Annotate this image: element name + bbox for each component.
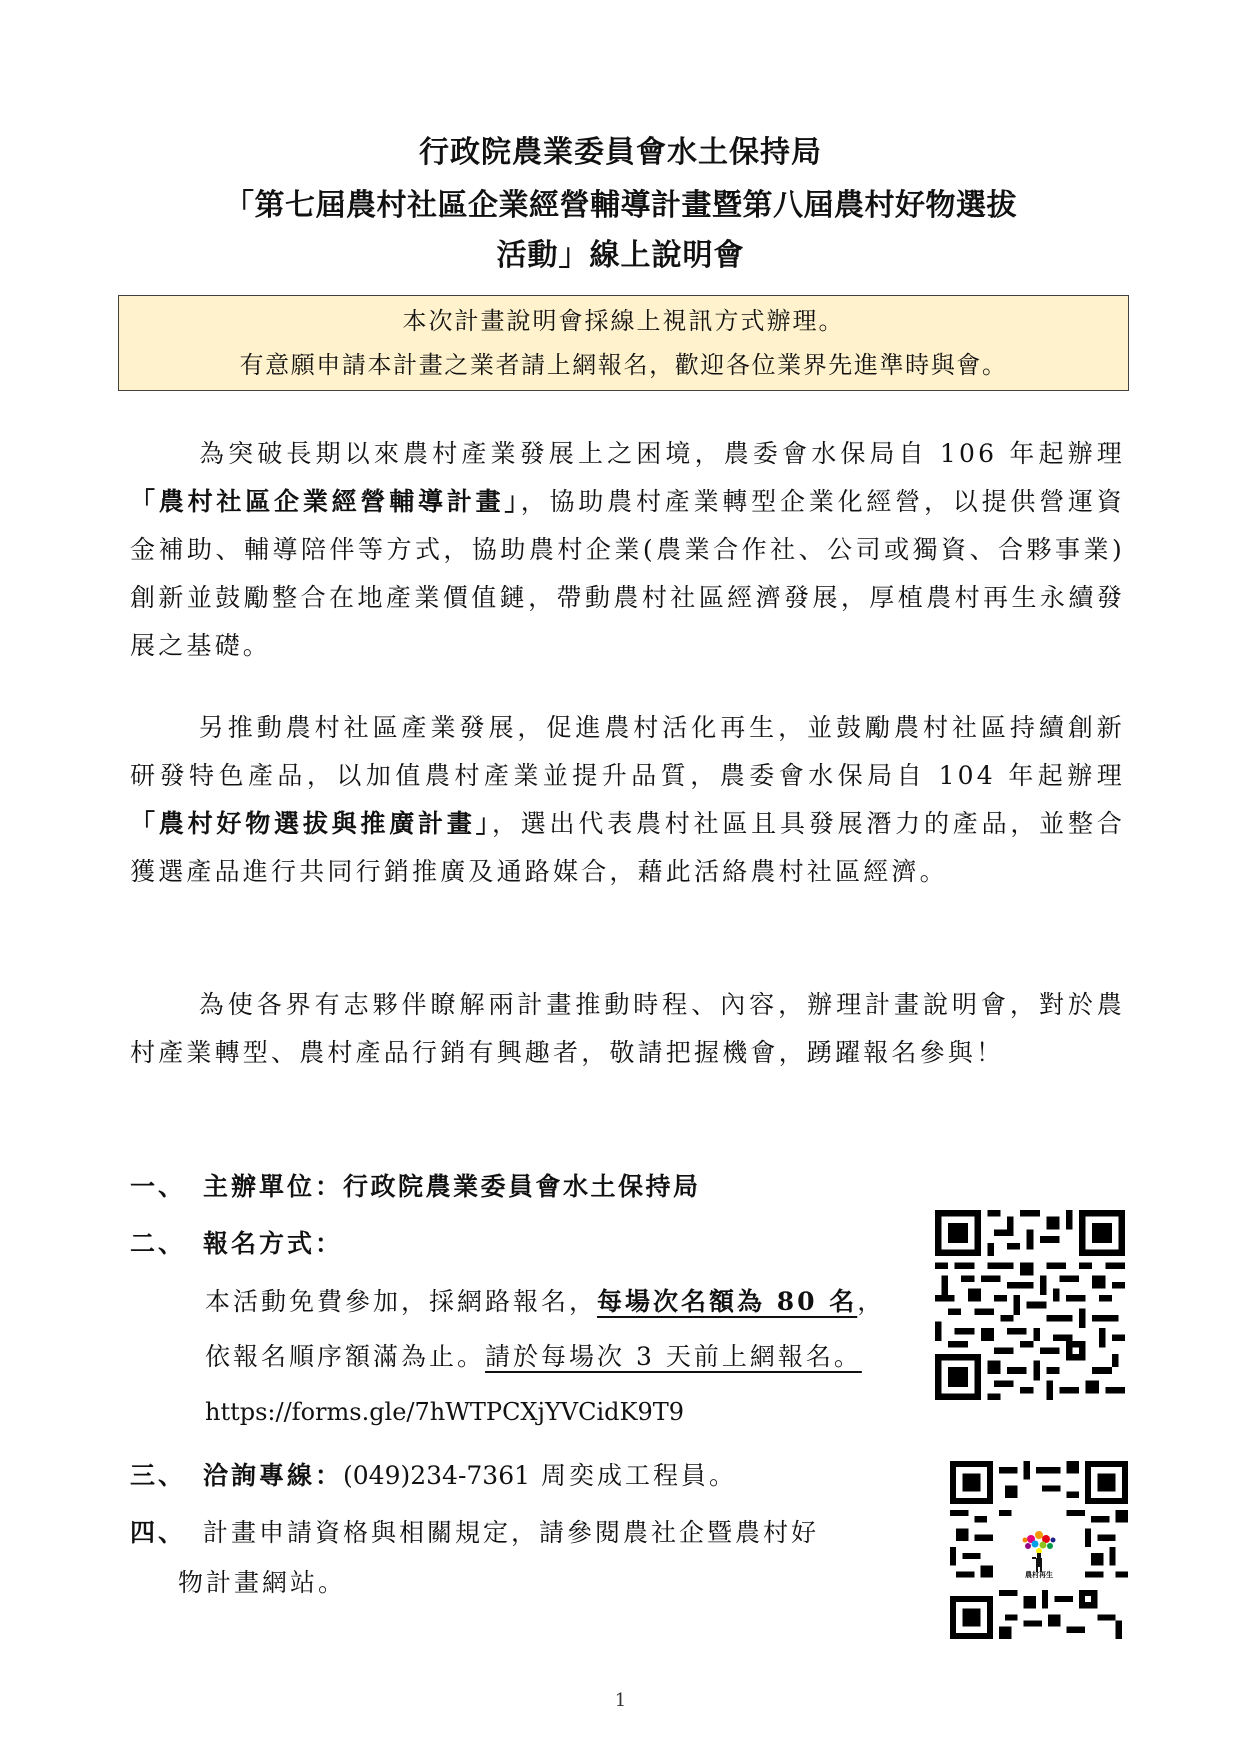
list-number: 一、 xyxy=(130,1172,187,1201)
paragraph-rural-products xyxy=(130,704,1125,896)
paragraph-text: ，選出代表農村社區且具發展潛力的產品，並整合獲選產品進行共同行銷推廣及通路媒合，藉此活絡農村社區經濟。 xyxy=(130,809,1125,886)
page-number: 1 xyxy=(614,1690,627,1711)
program-name-enterprise: 「農村社區企業經營輔導計畫」 xyxy=(130,487,521,516)
list-item-eligibility xyxy=(130,1509,930,1557)
paragraph-text: 另推動農村社區產業發展，促進農村活化再生，並鼓勵農村社區持續創新研發特色產品，以加值農村產業並提升品質，農委會水保局自 104 年起辦理 xyxy=(130,713,1125,790)
title-agency: 行政院農業委員會水土保持局 xyxy=(419,135,822,170)
notice-line-1: 本次計畫說明會採線上視訊方式辦理。 xyxy=(402,307,845,335)
qr-code-icon xyxy=(935,1210,1125,1400)
list-item-contact xyxy=(130,1452,950,1500)
contact-person: 周奕成工程員。 xyxy=(530,1461,737,1490)
paragraph-community-enterprise xyxy=(130,430,1125,670)
quota-text: 每場次名額為 80 名 xyxy=(597,1287,858,1316)
list-item-organizer xyxy=(130,1163,930,1211)
eligibility-text-continued: 物計畫網站。 xyxy=(178,1568,347,1597)
organizer-value: 行政院農業委員會水土保持局 xyxy=(343,1172,701,1201)
registration-qr-code[interactable] xyxy=(935,1210,1125,1400)
list-number: 二、 xyxy=(130,1229,187,1258)
logo-text: 農村再生 xyxy=(1025,1571,1053,1579)
list-label: 主辦單位： xyxy=(203,1172,344,1201)
eligibility-text: 計畫申請資格與相關規定，請參閱農社企暨農村好 xyxy=(203,1518,820,1547)
phone-number: (049)234-7361 xyxy=(343,1461,531,1490)
program-name-rural-products: 「農村好物選拔與推廣計畫」 xyxy=(130,809,492,838)
title-event-line1: 「第七屆農村社區企業經營輔導計畫暨第八屆農村好物選拔 xyxy=(224,188,1017,223)
website-qr-code[interactable] xyxy=(950,1460,1128,1640)
registration-text: ，依報名順序額滿為止。 xyxy=(205,1287,886,1371)
registration-text: 本活動免費參加，採網路報名， xyxy=(205,1287,598,1316)
deadline-text: 請於每場次 3 天前上網報名。 xyxy=(485,1342,862,1371)
paragraph-text: ，協助農村產業轉型企業化經營，以提供營運資金補助、輔導陪伴等方式，協助農村企業(農業合作社、公司或獨資、合夥事業)創新並鼓勵整合在地產業價值鏈，帶動農村社區經濟發展，厚植農村再生永續發展之基礎。 xyxy=(130,487,1126,660)
rural-regeneration-logo xyxy=(1013,1519,1065,1581)
paragraph-invitation xyxy=(130,981,1125,1077)
list-label: 洽詢專線： xyxy=(203,1461,344,1490)
list-label: 報名方式： xyxy=(203,1229,344,1258)
paragraph-text: 為突破長期以來農村產業發展上之困境，農委會水保局自 106 年起辦理 xyxy=(198,439,1125,468)
title-event-line2: 活動」線上說明會 xyxy=(496,238,745,273)
registration-link[interactable]: https://forms.gle/7hWTPCXjYVCidK9T9 xyxy=(205,1398,685,1426)
registration-details xyxy=(205,1274,905,1440)
list-item-registration xyxy=(130,1220,930,1268)
paragraph-text: 為使各界有志夥伴瞭解兩計畫推動時程、內容，辦理計畫說明會，對於農村產業轉型、農村產品行銷有興趣者，敬請把握機會，踴躍報名參與！ xyxy=(130,990,1125,1067)
list-number: 三、 xyxy=(130,1461,187,1490)
notice-box xyxy=(118,295,1129,391)
notice-line-2: 有意願申請本計畫之業者請上網報名，歡迎各位業界先進準時與會。 xyxy=(239,351,1008,379)
list-number: 四、 xyxy=(130,1518,187,1547)
